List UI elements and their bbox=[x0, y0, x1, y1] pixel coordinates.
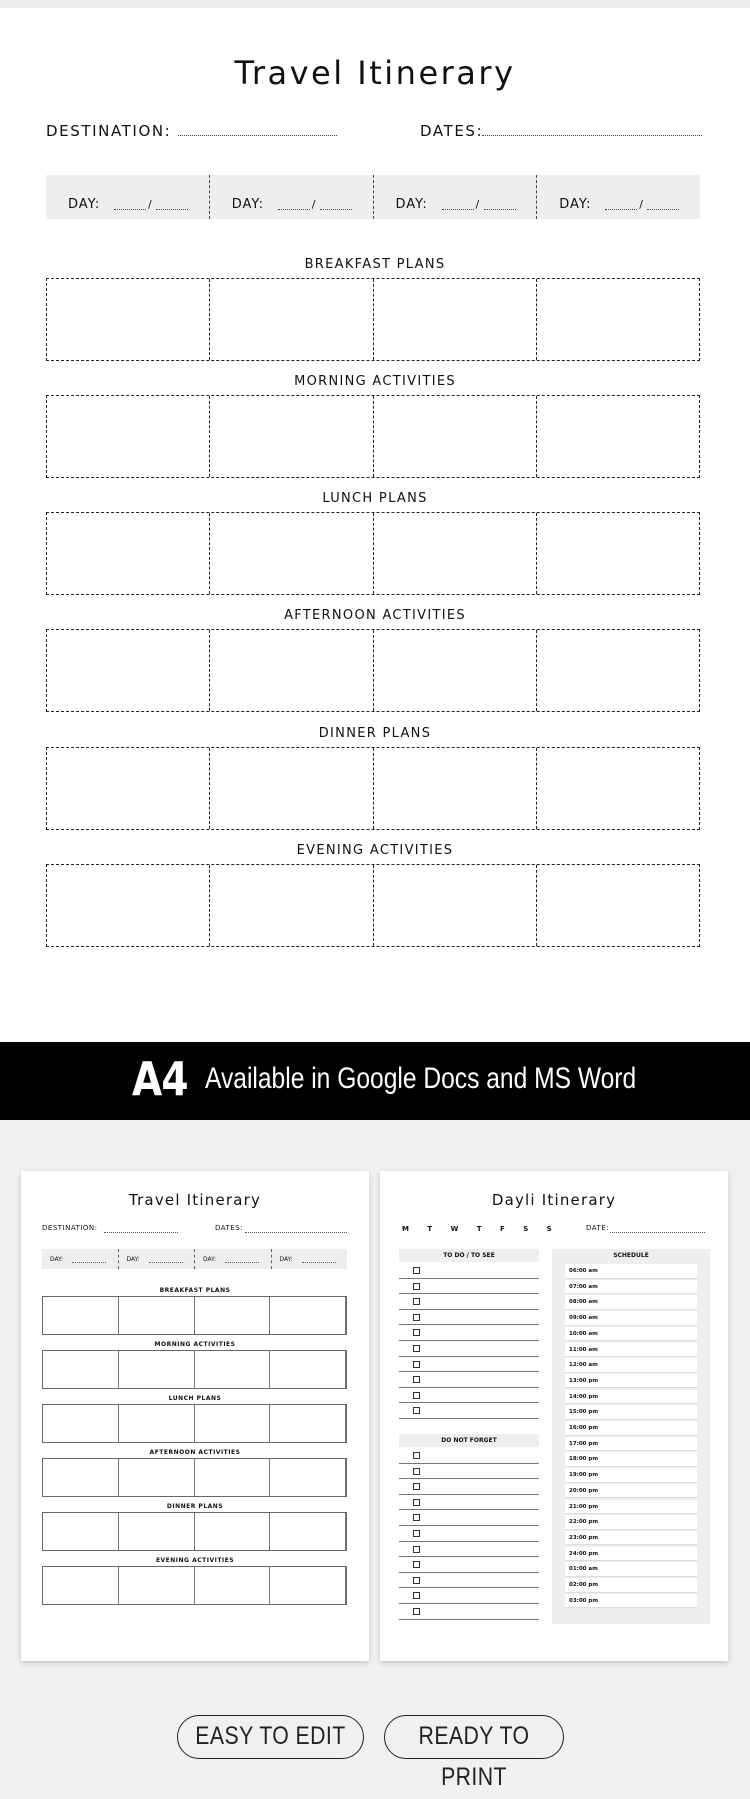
preview-cell bbox=[195, 1513, 271, 1550]
checkbox-icon bbox=[413, 1329, 420, 1336]
checkbox-icon bbox=[413, 1577, 420, 1584]
preview-cell bbox=[195, 1459, 271, 1496]
day-label: DAY: bbox=[395, 197, 428, 212]
travel-itinerary-preview[interactable] bbox=[21, 1171, 369, 1661]
preview-cell bbox=[43, 1351, 119, 1388]
plan-cell[interactable] bbox=[210, 865, 373, 946]
checkbox-icon bbox=[413, 1452, 420, 1459]
preview-day-field bbox=[72, 1262, 106, 1263]
checklist-row bbox=[399, 1604, 539, 1620]
schedule-row: 09:00 am bbox=[565, 1311, 697, 1326]
preview-cell bbox=[119, 1405, 195, 1442]
checklist-row bbox=[399, 1495, 539, 1511]
preview-section-grid bbox=[42, 1458, 347, 1497]
checklist-row bbox=[399, 1588, 539, 1604]
checklist-row bbox=[399, 1510, 539, 1526]
do-not-forget-heading: DO NOT FORGET bbox=[399, 1434, 539, 1447]
schedule-row: 03:00 pm bbox=[565, 1594, 697, 1609]
checkbox-icon bbox=[413, 1361, 420, 1368]
day-label: DAY: bbox=[231, 197, 265, 212]
checklist-row bbox=[399, 1573, 539, 1589]
preview-day-label: DAY: bbox=[203, 1256, 217, 1263]
day-cell bbox=[537, 175, 700, 219]
preview-day-cell bbox=[195, 1249, 272, 1269]
itinerary-sheet bbox=[0, 8, 750, 1042]
preview-section-grid bbox=[42, 1566, 347, 1605]
preview-day-label: DAY: bbox=[50, 1256, 64, 1263]
checklist-row bbox=[399, 1372, 539, 1388]
preview-cell bbox=[43, 1567, 119, 1604]
day-separator: / bbox=[475, 198, 480, 211]
preview-section-grid bbox=[42, 1512, 347, 1551]
checklist-row bbox=[399, 1557, 539, 1573]
checkbox-icon bbox=[413, 1592, 420, 1599]
schedule-row: 22:00 pm bbox=[565, 1515, 697, 1530]
a4-format-label: A4 bbox=[132, 1052, 188, 1106]
preview-section-title: LUNCH PLANS bbox=[168, 1395, 222, 1402]
checkbox-icon bbox=[413, 1514, 420, 1521]
preview-cell bbox=[43, 1297, 119, 1334]
checklist-row bbox=[399, 1263, 539, 1279]
preview-cell bbox=[270, 1513, 346, 1550]
plan-cell[interactable] bbox=[537, 748, 699, 829]
plan-cell[interactable] bbox=[47, 865, 210, 946]
day-cell bbox=[210, 175, 374, 219]
dates-label: DATES: bbox=[420, 122, 484, 140]
preview-day-cell bbox=[42, 1249, 119, 1269]
preview-cell bbox=[119, 1459, 195, 1496]
preview-day-cell bbox=[119, 1249, 196, 1269]
checkbox-icon bbox=[413, 1407, 420, 1414]
day-date-field[interactable] bbox=[278, 209, 310, 210]
preview-day-field bbox=[302, 1262, 336, 1263]
preview-cell bbox=[119, 1567, 195, 1604]
preview-cell bbox=[195, 1351, 271, 1388]
preview-day-label: DAY: bbox=[126, 1256, 140, 1263]
checkbox-icon bbox=[413, 1530, 420, 1537]
section-grid-morning bbox=[46, 395, 700, 478]
plan-cell[interactable] bbox=[374, 748, 537, 829]
schedule-row: 24:00 pm bbox=[565, 1547, 697, 1562]
easy-to-edit-badge bbox=[177, 1715, 364, 1759]
plan-cell[interactable] bbox=[374, 279, 537, 360]
schedule-row: 07:00 am bbox=[565, 1280, 697, 1295]
schedule-row: 15:00 pm bbox=[565, 1405, 697, 1420]
schedule-row: 20:00 pm bbox=[565, 1484, 697, 1499]
day-header-row bbox=[46, 175, 700, 219]
format-banner bbox=[0, 1042, 750, 1120]
checkbox-icon bbox=[413, 1499, 420, 1506]
day-cell bbox=[46, 175, 210, 219]
section-title-breakfast: BREAKFAST PLANS bbox=[304, 257, 446, 272]
plan-cell[interactable] bbox=[47, 513, 210, 594]
preview-cell bbox=[195, 1405, 271, 1442]
preview-dates-field bbox=[245, 1232, 347, 1233]
checklist-row bbox=[399, 1310, 539, 1326]
schedule-row: 10:00 am bbox=[565, 1327, 697, 1342]
plan-cell[interactable] bbox=[210, 513, 373, 594]
checkbox-icon bbox=[413, 1314, 420, 1321]
ready-to-print-label: READY TO PRINT bbox=[418, 1722, 530, 1791]
ready-to-print-badge bbox=[384, 1715, 564, 1791]
schedule-row: 19:00 pm bbox=[565, 1468, 697, 1483]
checkbox-icon bbox=[413, 1283, 420, 1290]
section-grid-evening bbox=[46, 864, 700, 947]
preview-cell bbox=[270, 1567, 346, 1604]
checklist-row bbox=[399, 1294, 539, 1310]
month-date-field[interactable] bbox=[484, 209, 516, 210]
preview-dates-label: DATES: bbox=[215, 1224, 244, 1232]
sheet-title: Travel Itinerary bbox=[234, 54, 516, 92]
schedule-row: 13:00 pm bbox=[565, 1374, 697, 1389]
day-separator: / bbox=[311, 198, 316, 211]
preview-destination-label: DESTINATION: bbox=[42, 1224, 98, 1232]
destination-label: DESTINATION: bbox=[46, 122, 172, 140]
plan-cell[interactable] bbox=[374, 396, 537, 477]
preview-cell bbox=[119, 1351, 195, 1388]
checklist-row bbox=[399, 1448, 539, 1464]
checklist-row bbox=[399, 1479, 539, 1495]
day-date-field[interactable] bbox=[114, 209, 146, 210]
availability-text: Available in Google Docs and MS Word bbox=[205, 1062, 637, 1095]
checkbox-icon bbox=[413, 1392, 420, 1399]
checkbox-icon bbox=[413, 1483, 420, 1490]
destination-field[interactable] bbox=[178, 135, 337, 136]
preview-day-cell bbox=[272, 1249, 348, 1269]
schedule-row: 08:00 am bbox=[565, 1295, 697, 1310]
month-date-field[interactable] bbox=[320, 209, 352, 210]
section-grid-breakfast bbox=[46, 278, 700, 361]
daily-itinerary-preview[interactable] bbox=[380, 1171, 728, 1661]
preview-section-title: MORNING ACTIVITIES bbox=[154, 1341, 236, 1348]
section-title-dinner: DINNER PLANS bbox=[318, 726, 432, 741]
day-cell bbox=[374, 175, 538, 219]
checklist-row bbox=[399, 1526, 539, 1542]
checkbox-icon bbox=[413, 1376, 420, 1383]
checkbox-icon bbox=[413, 1546, 420, 1553]
schedule-row: 14:00 pm bbox=[565, 1390, 697, 1405]
preview-section-title: DINNER PLANS bbox=[166, 1503, 224, 1510]
checklist-row bbox=[399, 1325, 539, 1341]
checkbox-icon bbox=[413, 1468, 420, 1475]
schedule-panel bbox=[552, 1249, 710, 1624]
schedule-row: 06:00 am bbox=[565, 1264, 697, 1279]
section-grid-dinner bbox=[46, 747, 700, 830]
plan-cell[interactable] bbox=[47, 279, 210, 360]
todo-heading: TO DO / TO SEE bbox=[399, 1249, 539, 1262]
section-grid-afternoon bbox=[46, 629, 700, 712]
preview-cell bbox=[270, 1351, 346, 1388]
weekday-selector: M T W T F S S bbox=[402, 1225, 560, 1233]
plan-cell[interactable] bbox=[374, 513, 537, 594]
preview-section-title: EVENING ACTIVITIES bbox=[155, 1557, 235, 1564]
plan-cell[interactable] bbox=[47, 748, 210, 829]
plan-cell[interactable] bbox=[374, 630, 537, 711]
top-strip bbox=[0, 0, 750, 8]
preview-title: Travel Itinerary bbox=[128, 1191, 262, 1209]
schedule-row: 16:00 pm bbox=[565, 1421, 697, 1436]
section-title-morning: MORNING ACTIVITIES bbox=[294, 374, 456, 389]
checklist-row bbox=[399, 1388, 539, 1404]
month-date-field[interactable] bbox=[156, 209, 188, 210]
plan-cell[interactable] bbox=[210, 748, 373, 829]
preview-cell bbox=[270, 1297, 346, 1334]
checklist-row bbox=[399, 1464, 539, 1480]
schedule-heading: SCHEDULE bbox=[552, 1249, 710, 1262]
section-title-evening: EVENING ACTIVITIES bbox=[296, 843, 454, 858]
day-date-field[interactable] bbox=[442, 209, 474, 210]
plan-cell[interactable] bbox=[47, 630, 210, 711]
checkbox-icon bbox=[413, 1345, 420, 1352]
checklist-row bbox=[399, 1403, 539, 1419]
preview-cell bbox=[195, 1567, 271, 1604]
preview-cell bbox=[119, 1297, 195, 1334]
preview-cell bbox=[195, 1297, 271, 1334]
schedule-row: 02:00 pm bbox=[565, 1578, 697, 1593]
schedule-row: 23:00 pm bbox=[565, 1531, 697, 1546]
plan-cell[interactable] bbox=[47, 396, 210, 477]
day-separator: / bbox=[148, 198, 152, 211]
schedule-row: 21:00 pm bbox=[565, 1500, 697, 1515]
preview-cell bbox=[43, 1405, 119, 1442]
section-title-lunch: LUNCH PLANS bbox=[322, 491, 428, 506]
preview-destination-field bbox=[104, 1232, 178, 1233]
checkbox-icon bbox=[413, 1267, 420, 1274]
schedule-row: 12:00 am bbox=[565, 1358, 697, 1373]
checklist-row bbox=[399, 1341, 539, 1357]
plan-cell[interactable] bbox=[537, 513, 699, 594]
month-date-field[interactable] bbox=[647, 209, 679, 210]
preview-cell bbox=[270, 1405, 346, 1442]
preview-section-grid bbox=[42, 1350, 347, 1389]
easy-to-edit-label: EASY TO EDIT bbox=[195, 1722, 346, 1750]
section-grid-lunch bbox=[46, 512, 700, 595]
day-label: DAY: bbox=[559, 197, 592, 212]
preview-section-title: AFTERNOON ACTIVITIES bbox=[149, 1449, 241, 1456]
plan-cell[interactable] bbox=[537, 279, 699, 360]
plan-cell[interactable] bbox=[537, 396, 699, 477]
preview-date-field bbox=[610, 1232, 705, 1233]
checkbox-icon bbox=[413, 1298, 420, 1305]
preview-section-title: BREAKFAST PLANS bbox=[159, 1287, 231, 1294]
schedule-row: 11:00 am bbox=[565, 1343, 697, 1358]
schedule-row: 01:00 am bbox=[565, 1562, 697, 1577]
plan-cell[interactable] bbox=[537, 630, 699, 711]
schedule-row: 17:00 pm bbox=[565, 1437, 697, 1452]
section-title-afternoon: AFTERNOON ACTIVITIES bbox=[284, 608, 466, 623]
checkbox-icon bbox=[413, 1561, 420, 1568]
plan-cell[interactable] bbox=[374, 865, 537, 946]
preview-day-field bbox=[149, 1262, 183, 1263]
preview-cell bbox=[119, 1513, 195, 1550]
dates-field[interactable] bbox=[482, 135, 702, 136]
preview-cell bbox=[43, 1459, 119, 1496]
checklist-row bbox=[399, 1357, 539, 1373]
preview-section-grid bbox=[42, 1296, 347, 1335]
plan-cell[interactable] bbox=[210, 630, 373, 711]
checklist-row bbox=[399, 1542, 539, 1558]
plan-cell[interactable] bbox=[210, 396, 373, 477]
preview-day-field bbox=[225, 1262, 259, 1263]
plan-cell[interactable] bbox=[210, 279, 373, 360]
day-separator: / bbox=[639, 198, 643, 211]
preview-cell bbox=[270, 1459, 346, 1496]
day-label: DAY: bbox=[68, 197, 101, 212]
plan-cell[interactable] bbox=[537, 865, 699, 946]
preview-title: Dayli Itinerary bbox=[491, 1191, 617, 1209]
checklist-row bbox=[399, 1279, 539, 1295]
preview-section-grid bbox=[42, 1404, 347, 1443]
preview-day-label: DAY: bbox=[279, 1256, 293, 1263]
checkbox-icon bbox=[413, 1608, 420, 1615]
preview-cell bbox=[43, 1513, 119, 1550]
preview-day-row bbox=[42, 1249, 347, 1269]
schedule-row: 18:00 pm bbox=[565, 1452, 697, 1467]
day-date-field[interactable] bbox=[605, 209, 637, 210]
preview-date-label: DATE: bbox=[586, 1224, 610, 1232]
